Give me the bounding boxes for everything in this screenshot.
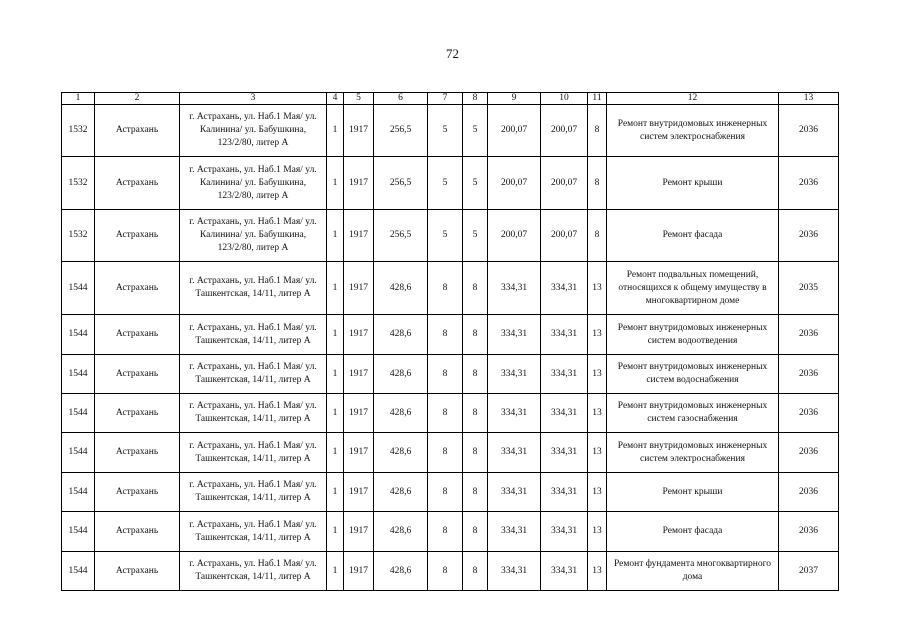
repair-year-cell: 2036 — [779, 210, 839, 262]
col4-cell: 1 — [327, 210, 344, 262]
col7-cell: 5 — [428, 105, 463, 157]
municipality-cell: Астрахань — [95, 512, 180, 552]
column-number-cell: 7 — [428, 93, 463, 105]
house-id-cell: 1544 — [62, 355, 95, 394]
repair-year-cell: 2036 — [779, 315, 839, 355]
area-cell: 428,6 — [374, 355, 428, 394]
column-number-cell: 9 — [488, 93, 541, 105]
column-number-cell: 8 — [463, 93, 488, 105]
col7-cell: 5 — [428, 210, 463, 262]
column-number-row — [62, 93, 839, 105]
col9-cell: 334,31 — [488, 262, 541, 315]
col8-cell: 8 — [463, 262, 488, 315]
col11-cell: 13 — [588, 433, 607, 473]
col4-cell: 1 — [327, 394, 344, 433]
col8-cell: 5 — [463, 210, 488, 262]
column-number-cell: 10 — [541, 93, 588, 105]
col7-cell: 8 — [428, 355, 463, 394]
col4-cell: 1 — [327, 157, 344, 210]
col11-cell: 13 — [588, 512, 607, 552]
area-cell: 428,6 — [374, 394, 428, 433]
col8-cell: 8 — [463, 355, 488, 394]
table-body — [62, 105, 839, 591]
area-cell: 428,6 — [374, 262, 428, 315]
work-type-cell: Ремонт фасада — [607, 512, 779, 552]
municipality-cell: Астрахань — [95, 262, 180, 315]
house-id-cell: 1544 — [62, 473, 95, 512]
col4-cell: 1 — [327, 105, 344, 157]
work-type-cell: Ремонт крыши — [607, 473, 779, 512]
repair-year-cell: 2035 — [779, 262, 839, 315]
col8-cell: 8 — [463, 433, 488, 473]
column-number-cell: 3 — [180, 93, 327, 105]
col9-cell: 334,31 — [488, 315, 541, 355]
column-number-cell: 12 — [607, 93, 779, 105]
repair-year-cell: 2036 — [779, 105, 839, 157]
municipality-cell: Астрахань — [95, 157, 180, 210]
col4-cell: 1 — [327, 315, 344, 355]
house-id-cell: 1544 — [62, 512, 95, 552]
year-cell: 1917 — [344, 433, 374, 473]
address-cell: г. Астрахань, ул. Наб.1 Мая/ ул. Ташкентская, 14/11, литер А — [180, 552, 327, 591]
col7-cell: 8 — [428, 262, 463, 315]
col10-cell: 334,31 — [541, 262, 588, 315]
area-cell: 428,6 — [374, 433, 428, 473]
table-row — [62, 512, 839, 552]
address-cell: г. Астрахань, ул. Наб.1 Мая/ ул. Ташкентская, 14/11, литер А — [180, 315, 327, 355]
column-number-cell: 2 — [95, 93, 180, 105]
address-cell: г. Астрахань, ул. Наб.1 Мая/ ул. Калинина/ ул. Бабушкина, 123/2/80, литер А — [180, 105, 327, 157]
col8-cell: 8 — [463, 512, 488, 552]
col7-cell: 8 — [428, 433, 463, 473]
col10-cell: 200,07 — [541, 157, 588, 210]
address-cell: г. Астрахань, ул. Наб.1 Мая/ ул. Ташкентская, 14/11, литер А — [180, 394, 327, 433]
column-number-cell: 4 — [327, 93, 344, 105]
work-type-cell: Ремонт внутридомовых инженерных систем водоснабжения — [607, 355, 779, 394]
column-number-cell: 13 — [779, 93, 839, 105]
col9-cell: 334,31 — [488, 394, 541, 433]
col10-cell: 200,07 — [541, 105, 588, 157]
repair-year-cell: 2036 — [779, 394, 839, 433]
area-cell: 428,6 — [374, 315, 428, 355]
col7-cell: 5 — [428, 157, 463, 210]
col11-cell: 8 — [588, 157, 607, 210]
year-cell: 1917 — [344, 552, 374, 591]
col4-cell: 1 — [327, 433, 344, 473]
column-number-cell: 6 — [374, 93, 428, 105]
work-type-cell: Ремонт фасада — [607, 210, 779, 262]
house-id-cell: 1544 — [62, 262, 95, 315]
col7-cell: 8 — [428, 473, 463, 512]
table-row — [62, 552, 839, 591]
year-cell: 1917 — [344, 210, 374, 262]
repair-year-cell: 2036 — [779, 473, 839, 512]
municipality-cell: Астрахань — [95, 105, 180, 157]
col11-cell: 13 — [588, 552, 607, 591]
col10-cell: 200,07 — [541, 210, 588, 262]
municipality-cell: Астрахань — [95, 355, 180, 394]
col8-cell: 8 — [463, 473, 488, 512]
col7-cell: 8 — [428, 394, 463, 433]
col8-cell: 5 — [463, 157, 488, 210]
repair-year-cell: 2036 — [779, 433, 839, 473]
house-id-cell: 1544 — [62, 433, 95, 473]
house-id-cell: 1532 — [62, 210, 95, 262]
repair-year-cell: 2036 — [779, 157, 839, 210]
year-cell: 1917 — [344, 262, 374, 315]
col11-cell: 13 — [588, 262, 607, 315]
column-number-cell: 11 — [588, 93, 607, 105]
col9-cell: 200,07 — [488, 105, 541, 157]
table-row — [62, 473, 839, 512]
work-type-cell: Ремонт внутридомовых инженерных систем электроснабжения — [607, 105, 779, 157]
work-type-cell: Ремонт внутридомовых инженерных систем электроснабжения — [607, 433, 779, 473]
col8-cell: 5 — [463, 105, 488, 157]
address-cell: г. Астрахань, ул. Наб.1 Мая/ ул. Ташкентская, 14/11, литер А — [180, 512, 327, 552]
address-cell: г. Астрахань, ул. Наб.1 Мая/ ул. Ташкентская, 14/11, литер А — [180, 473, 327, 512]
work-type-cell: Ремонт крыши — [607, 157, 779, 210]
house-id-cell: 1532 — [62, 105, 95, 157]
table-row — [62, 157, 839, 210]
area-cell: 256,5 — [374, 105, 428, 157]
work-type-cell: Ремонт внутридомовых инженерных систем водоотведения — [607, 315, 779, 355]
house-id-cell: 1544 — [62, 552, 95, 591]
col11-cell: 13 — [588, 355, 607, 394]
table-row — [62, 315, 839, 355]
col4-cell: 1 — [327, 473, 344, 512]
area-cell: 428,6 — [374, 552, 428, 591]
municipality-cell: Астрахань — [95, 210, 180, 262]
col7-cell: 8 — [428, 552, 463, 591]
col10-cell: 334,31 — [541, 473, 588, 512]
col4-cell: 1 — [327, 355, 344, 394]
municipality-cell: Астрахань — [95, 315, 180, 355]
col4-cell: 1 — [327, 512, 344, 552]
col8-cell: 8 — [463, 315, 488, 355]
year-cell: 1917 — [344, 157, 374, 210]
col4-cell: 1 — [327, 552, 344, 591]
area-cell: 428,6 — [374, 473, 428, 512]
area-cell: 428,6 — [374, 512, 428, 552]
col10-cell: 334,31 — [541, 433, 588, 473]
area-cell: 256,5 — [374, 157, 428, 210]
repair-year-cell: 2036 — [779, 355, 839, 394]
municipality-cell: Астрахань — [95, 394, 180, 433]
repair-year-cell: 2036 — [779, 512, 839, 552]
col9-cell: 334,31 — [488, 512, 541, 552]
col7-cell: 8 — [428, 512, 463, 552]
address-cell: г. Астрахань, ул. Наб.1 Мая/ ул. Ташкентская, 14/11, литер А — [180, 355, 327, 394]
address-cell: г. Астрахань, ул. Наб.1 Мая/ ул. Калинина/ ул. Бабушкина, 123/2/80, литер А — [180, 210, 327, 262]
col10-cell: 334,31 — [541, 552, 588, 591]
col9-cell: 334,31 — [488, 433, 541, 473]
year-cell: 1917 — [344, 473, 374, 512]
col11-cell: 13 — [588, 473, 607, 512]
col8-cell: 8 — [463, 552, 488, 591]
column-number-cell: 5 — [344, 93, 374, 105]
municipality-cell: Астрахань — [95, 552, 180, 591]
col10-cell: 334,31 — [541, 355, 588, 394]
col9-cell: 334,31 — [488, 552, 541, 591]
col11-cell: 8 — [588, 105, 607, 157]
col10-cell: 334,31 — [541, 315, 588, 355]
year-cell: 1917 — [344, 355, 374, 394]
year-cell: 1917 — [344, 105, 374, 157]
col9-cell: 334,31 — [488, 473, 541, 512]
col11-cell: 13 — [588, 315, 607, 355]
area-cell: 256,5 — [374, 210, 428, 262]
column-number-cell: 1 — [62, 93, 95, 105]
repair-year-cell: 2037 — [779, 552, 839, 591]
col4-cell: 1 — [327, 262, 344, 315]
address-cell: г. Астрахань, ул. Наб.1 Мая/ ул. Ташкентская, 14/11, литер А — [180, 433, 327, 473]
table-row — [62, 433, 839, 473]
col10-cell: 334,31 — [541, 394, 588, 433]
municipality-cell: Астрахань — [95, 473, 180, 512]
col8-cell: 8 — [463, 394, 488, 433]
house-id-cell: 1544 — [62, 394, 95, 433]
address-cell: г. Астрахань, ул. Наб.1 Мая/ ул. Ташкентская, 14/11, литер А — [180, 262, 327, 315]
table-row — [62, 355, 839, 394]
col9-cell: 200,07 — [488, 210, 541, 262]
col9-cell: 200,07 — [488, 157, 541, 210]
municipality-cell: Астрахань — [95, 433, 180, 473]
house-id-cell: 1544 — [62, 315, 95, 355]
table-row — [62, 105, 839, 157]
repair-schedule-table — [61, 92, 839, 591]
col11-cell: 8 — [588, 210, 607, 262]
house-id-cell: 1532 — [62, 157, 95, 210]
work-type-cell: Ремонт фундамента многоквартирного дома — [607, 552, 779, 591]
col11-cell: 13 — [588, 394, 607, 433]
table-row — [62, 262, 839, 315]
col9-cell: 334,31 — [488, 355, 541, 394]
col10-cell: 334,31 — [541, 512, 588, 552]
work-type-cell: Ремонт подвальных помещений, относящихся к общему имуществу в многоквартирном доме — [607, 262, 779, 315]
year-cell: 1917 — [344, 512, 374, 552]
page-number: 72 — [446, 46, 459, 61]
col7-cell: 8 — [428, 315, 463, 355]
table-row — [62, 394, 839, 433]
table-row — [62, 210, 839, 262]
work-type-cell: Ремонт внутридомовых инженерных систем газоснабжения — [607, 394, 779, 433]
address-cell: г. Астрахань, ул. Наб.1 Мая/ ул. Калинина/ ул. Бабушкина, 123/2/80, литер А — [180, 157, 327, 210]
year-cell: 1917 — [344, 315, 374, 355]
year-cell: 1917 — [344, 394, 374, 433]
